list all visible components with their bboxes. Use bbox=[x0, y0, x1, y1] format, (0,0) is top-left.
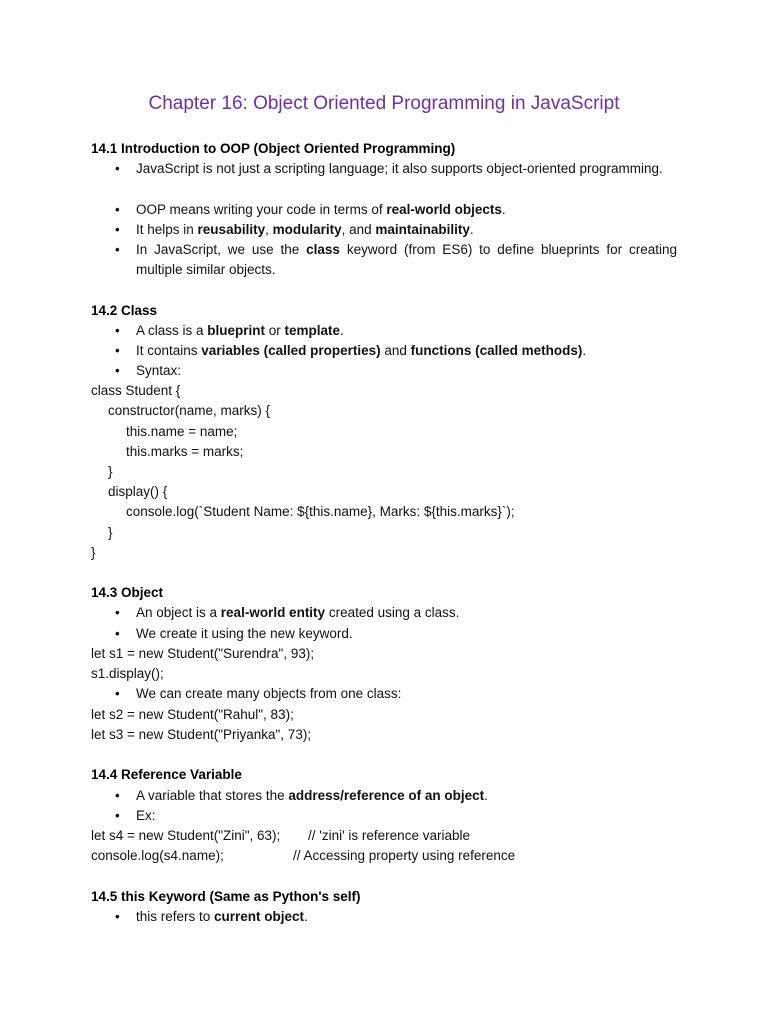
bullet-item bbox=[115, 684, 677, 704]
emphasis: maintainability bbox=[375, 222, 470, 237]
code-comment: // 'zini' is reference variable bbox=[308, 828, 470, 843]
bullet-item bbox=[115, 624, 677, 644]
bullet-icon: • bbox=[115, 626, 120, 641]
emphasis: reusability bbox=[197, 222, 266, 237]
code-line: this.name = name; bbox=[126, 424, 238, 439]
bullet-icon: • bbox=[115, 808, 120, 823]
bullet-item bbox=[115, 786, 677, 806]
bullet-text: A class is a blueprint or template. bbox=[136, 323, 344, 338]
bullet-icon: • bbox=[115, 343, 120, 358]
bullet-icon: • bbox=[115, 788, 120, 803]
bullet-icon: • bbox=[115, 605, 120, 620]
emphasis: functions (called methods) bbox=[410, 343, 583, 358]
bullet-text: We create it using the new keyword. bbox=[136, 626, 353, 641]
bullet-item bbox=[115, 240, 677, 280]
bullet-icon: • bbox=[115, 686, 120, 701]
bullet-icon: • bbox=[115, 161, 120, 176]
code-line: this.marks = marks; bbox=[126, 444, 244, 459]
bullet-icon: • bbox=[115, 222, 120, 237]
section-heading-this: 14.5 this Keyword (Same as Python's self) bbox=[91, 889, 361, 904]
code-line: constructor(name, marks) { bbox=[108, 403, 271, 418]
bullet-text: OOP means writing your code in terms of real-world objects. bbox=[136, 202, 506, 217]
code-line: let s1 = new Student("Surendra", 93); bbox=[91, 646, 315, 661]
bullet-item bbox=[115, 907, 677, 927]
code-line: } bbox=[108, 525, 113, 540]
code-line: } bbox=[91, 545, 96, 560]
emphasis: class bbox=[306, 242, 340, 257]
bullet-text: It contains variables (called properties) and functions (called methods). bbox=[136, 343, 587, 358]
code-line: s1.display(); bbox=[91, 666, 164, 681]
code-line: } bbox=[108, 464, 113, 479]
bullet-text: this refers to current object. bbox=[136, 909, 308, 924]
bullet-text: It helps in reusability, modularity, and maintainability. bbox=[136, 222, 474, 237]
bullet-icon: • bbox=[115, 242, 120, 257]
emphasis: blueprint bbox=[207, 323, 266, 338]
bullet-text: JavaScript is not just a scripting language; it also supports object-oriented programming. bbox=[136, 161, 663, 176]
emphasis: template bbox=[284, 323, 341, 338]
code-line: console.log(`Student Name: ${this.name}, Marks: ${this.marks}`); bbox=[126, 504, 515, 519]
bullet-text: An object is a real-world entity created using a class. bbox=[136, 605, 460, 620]
emphasis: real-world objects bbox=[386, 202, 502, 217]
chapter-title: Chapter 16: Object Oriented Programming in JavaScript bbox=[148, 93, 620, 114]
bullet-text: Syntax: bbox=[136, 363, 182, 378]
bullet-text: A variable that stores the address/reference of an object. bbox=[136, 788, 488, 803]
bullet-icon: • bbox=[115, 909, 120, 924]
bullet-item bbox=[115, 603, 677, 623]
code-line: let s4 = new Student("Zini", 63); bbox=[91, 828, 281, 843]
section-heading-reference: 14.4 Reference Variable bbox=[91, 767, 242, 782]
emphasis: current object bbox=[214, 909, 305, 924]
bullet-item bbox=[115, 321, 677, 341]
bullet-item bbox=[115, 341, 677, 361]
code-line: let s2 = new Student("Rahul", 83); bbox=[91, 707, 294, 722]
emphasis: address/reference of an object bbox=[288, 788, 485, 803]
code-line: console.log(s4.name); bbox=[91, 848, 224, 863]
bullet-text: We can create many objects from one class: bbox=[136, 686, 402, 701]
bullet-item bbox=[115, 159, 677, 179]
bullet-text: In JavaScript, we use the class keyword (from ES6) to define blueprints for creating multiple similar objects. bbox=[136, 242, 677, 277]
bullet-icon: • bbox=[115, 363, 120, 378]
code-line: let s3 = new Student("Priyanka", 73); bbox=[91, 727, 312, 742]
bullet-text: Ex: bbox=[136, 808, 156, 823]
section-heading-object: 14.3 Object bbox=[91, 585, 164, 600]
emphasis: modularity bbox=[272, 222, 342, 237]
code-line: display() { bbox=[108, 484, 168, 499]
bullet-icon: • bbox=[115, 323, 120, 338]
bullet-item bbox=[115, 220, 677, 240]
bullet-icon: • bbox=[115, 202, 120, 217]
emphasis: variables (called properties) bbox=[201, 343, 381, 358]
section-heading-class: 14.2 Class bbox=[91, 303, 158, 318]
bullet-item bbox=[115, 806, 677, 826]
bullet-item bbox=[115, 200, 677, 220]
bullet-item bbox=[115, 361, 677, 381]
code-line: class Student { bbox=[91, 383, 181, 398]
emphasis: real-world entity bbox=[220, 605, 326, 620]
code-comment: // Accessing property using reference bbox=[293, 848, 516, 863]
section-heading-intro: 14.1 Introduction to OOP (Object Oriented Programming) bbox=[91, 141, 456, 156]
